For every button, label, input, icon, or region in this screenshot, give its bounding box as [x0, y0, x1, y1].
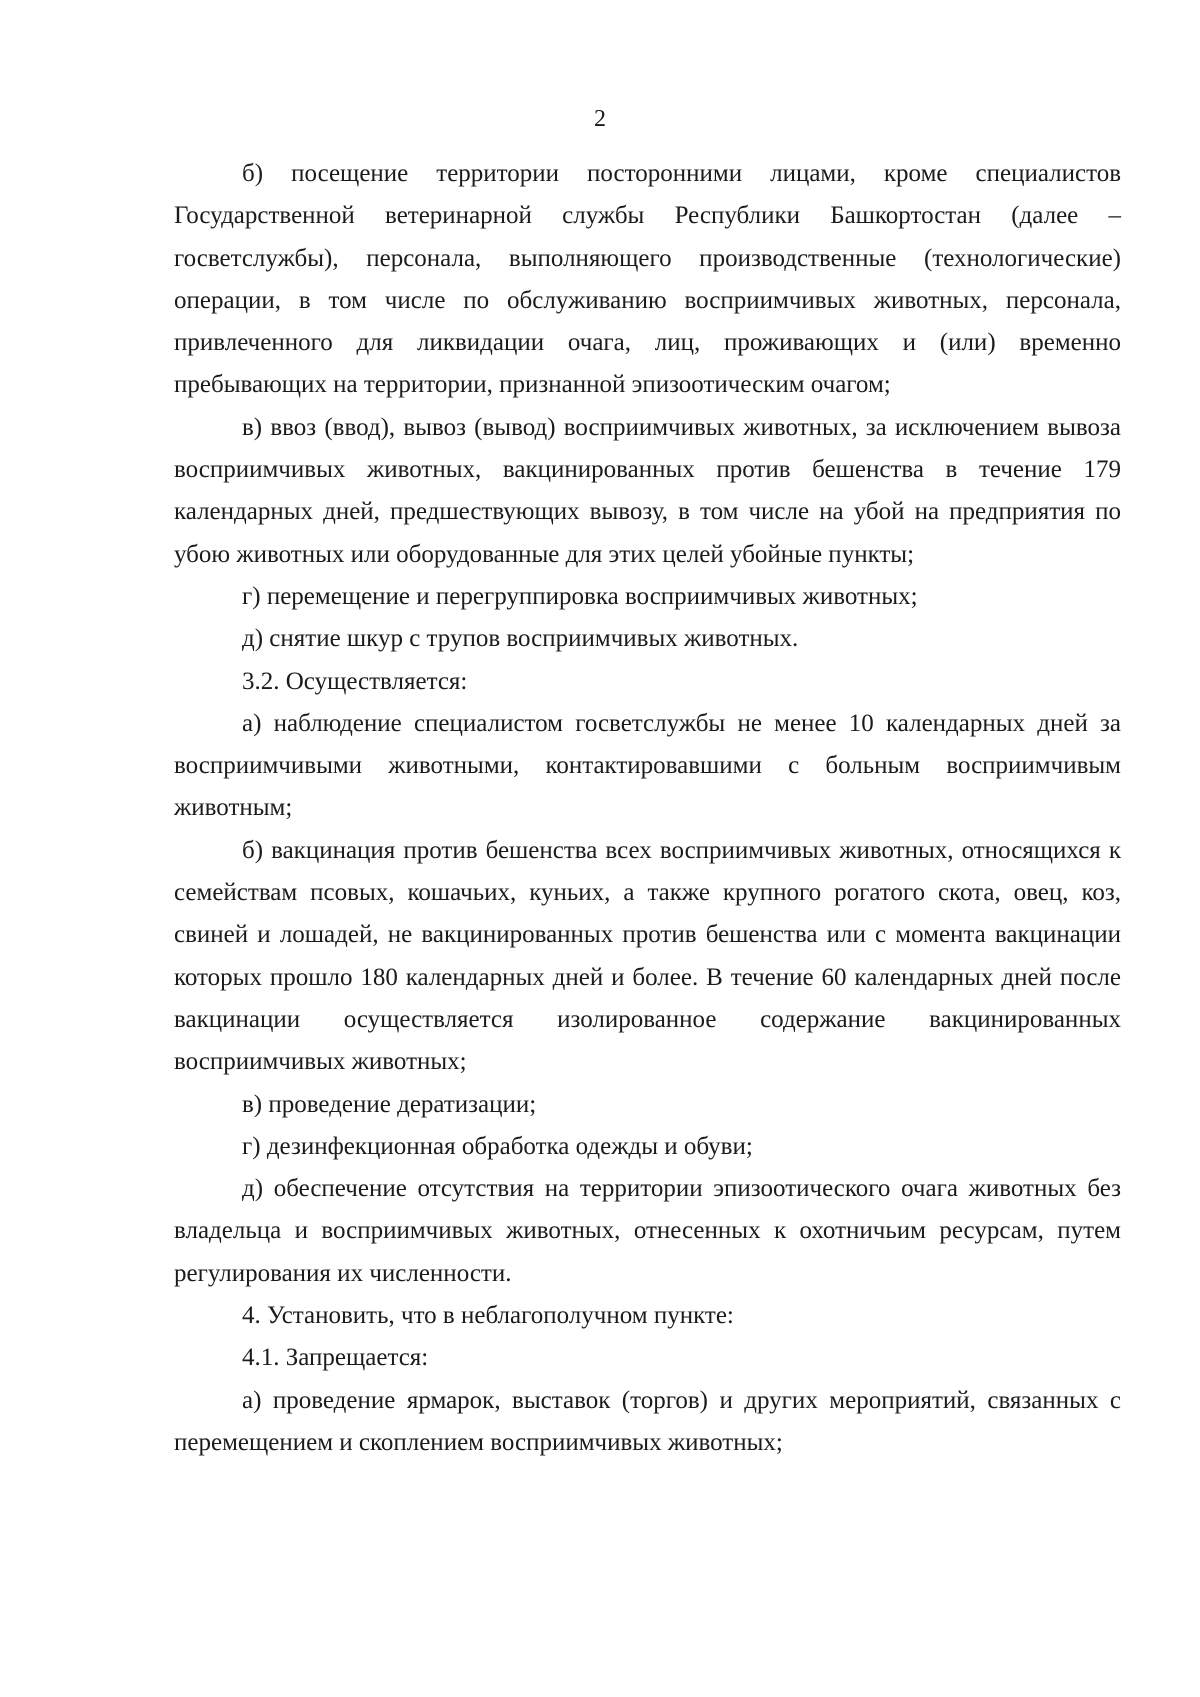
section-4-1-heading: 4.1. Запрещается:: [242, 1344, 429, 1372]
document-body: [174, 153, 1121, 1464]
paragraph-3-1-b-visitors: б) посещение территории посторонними лицами, кроме специалистов Государственной ветеринарной службы Республики Башкортостан (далее – госветслужбы), персонала, выполняющего производственные (технологические) операции, в том числе по обслуживанию восприимчивых животных, персонала, привлеченного для ликвидации очага, лиц, проживающих и (или) временно пребывающих на территории, признанной эпизоотическим очагом;: [174, 160, 1121, 399]
paragraph-3-2-g-disinfection: г) дезинфекционная обработка одежды и обуви;: [242, 1132, 753, 1160]
section-4-heading: 4. Установить, что в неблагополучном пункте:: [242, 1302, 734, 1330]
paragraph-3-2-a-observation: а) наблюдение специалистом госветслужбы не менее 10 календарных дней за восприимчивыми животными, контактировавшими с больным восприимчивым животным;: [174, 709, 1121, 822]
paragraph-4-1-a-fairs: а) проведение ярмарок, выставок (торгов) и других мероприятий, связанных с перемещением и скоплением восприимчивых животных;: [174, 1386, 1121, 1456]
paragraph-3-1-d-skinning: д) снятие шкур с трупов восприимчивых животных.: [242, 625, 799, 653]
paragraph-3-2-b-vaccination: б) вакцинация против бешенства всех восприимчивых животных, относящихся к семействам псовых, кошачьих, куньих, а также крупного рогатого скота, овец, коз, свиней и лошадей, не вакцинированных против бешенства или с момента вакцинации которых прошло 180 календарных дней и более. В течение 60 календарных дней после вакцинации осуществляется изолированное содержание вакцинированных восприимчивых животных;: [174, 836, 1121, 1076]
page-number: 2: [594, 106, 606, 132]
paragraph-3-2-v-deratization: в) проведение дератизации;: [242, 1090, 537, 1118]
paragraph-3-1-g-regrouping: г) перемещение и перегруппировка восприимчивых животных;: [242, 582, 918, 610]
paragraph-3-1-v-import-export: в) ввоз (ввод), вывоз (вывод) восприимчивых животных, за исключением вывоза восприимчивых животных, вакцинированных против бешенства в течение 179 календарных дней, предшествующих вывозу, в том числе на убой на предприятия по убою животных или оборудованные для этих целей убойные пункты;: [174, 413, 1121, 568]
section-3-2-heading: 3.2. Осуществляется:: [242, 667, 468, 695]
paragraph-3-2-d-stray-animals: д) обеспечение отсутствия на территории эпизоотического очага животных без владельца и восприимчивых животных, отнесенных к охотничьим ресурсам, путем регулирования их численности.: [174, 1175, 1121, 1287]
